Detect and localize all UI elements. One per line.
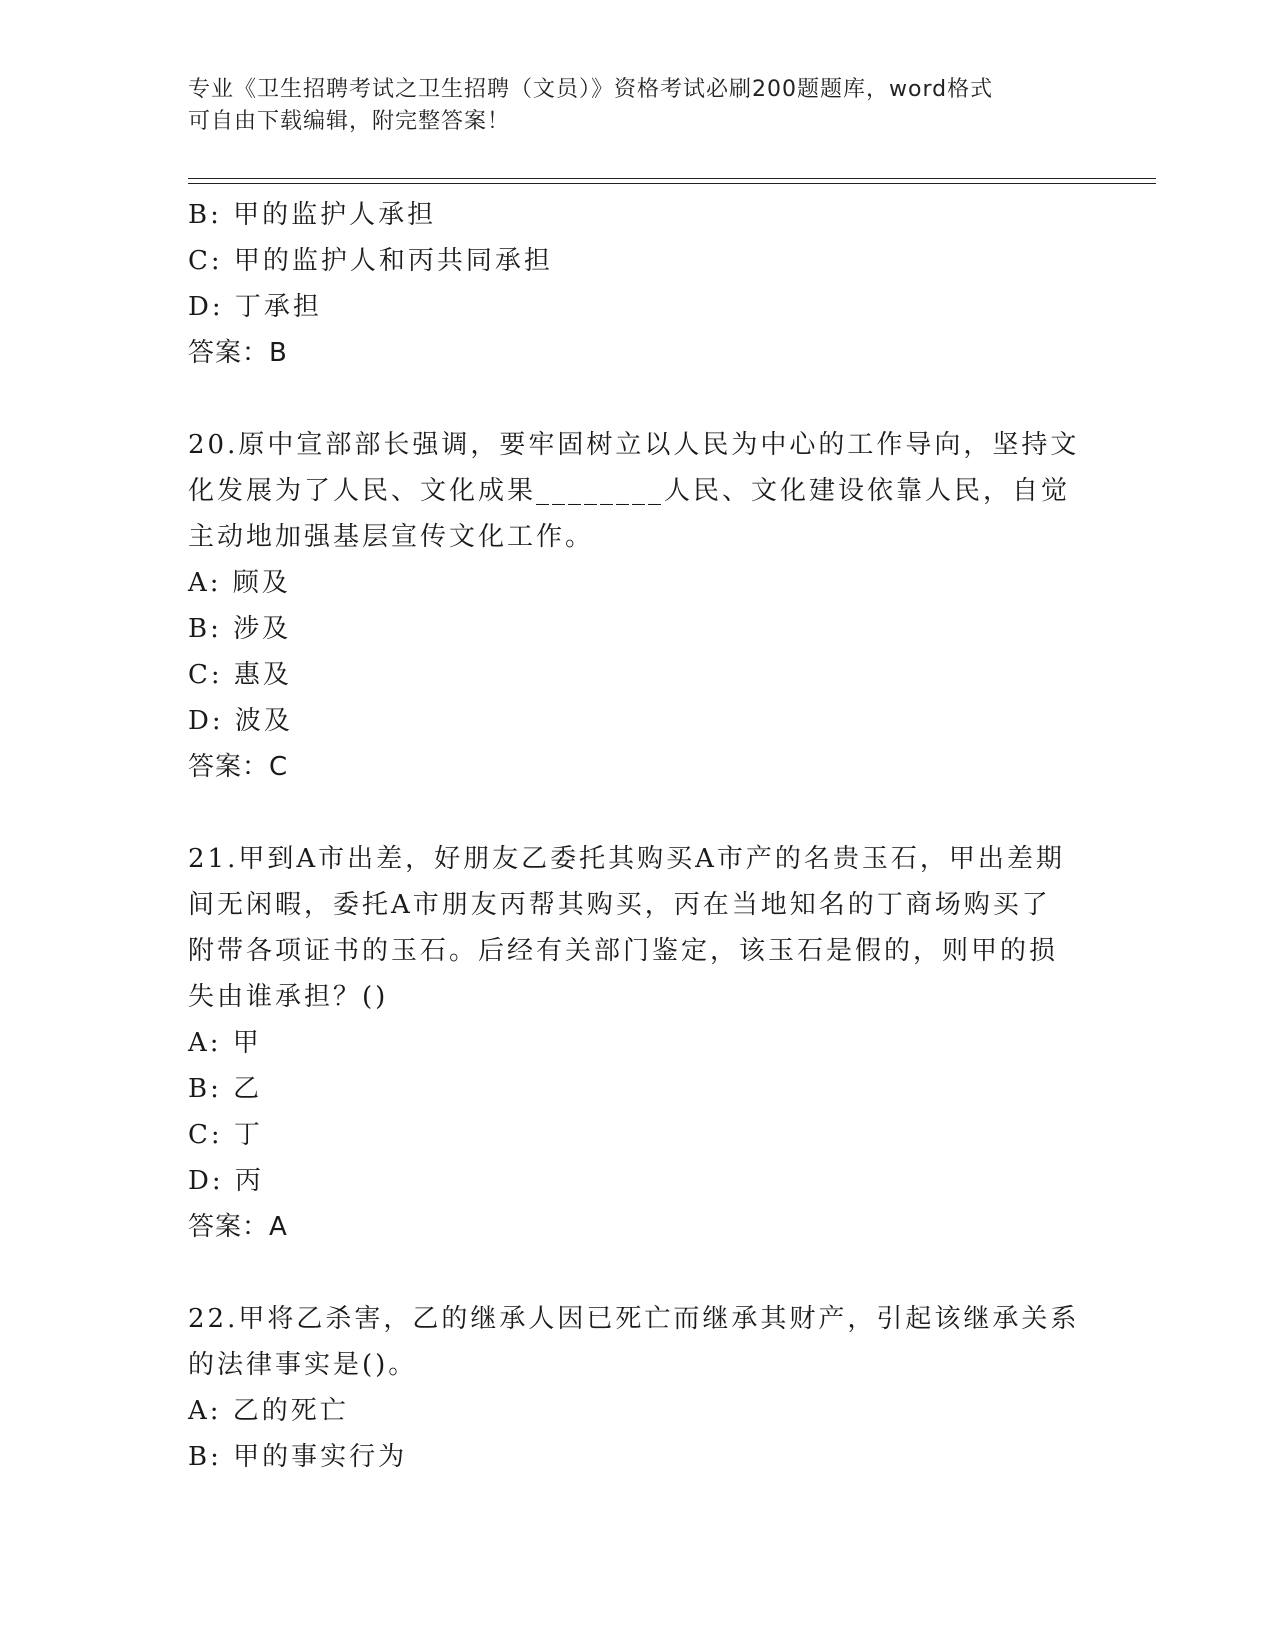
continued-question bbox=[188, 192, 1088, 376]
option-a: A: 乙的死亡 bbox=[188, 1396, 349, 1426]
question-text-line: 间无闲暇，委托A市朋友丙帮其购买，丙在当地知名的丁商场购买了 bbox=[188, 890, 1051, 920]
document-body bbox=[188, 192, 1088, 1480]
question-text bbox=[188, 836, 1088, 1020]
option-c: C: 惠及 bbox=[188, 660, 292, 690]
answer-line: 答案：A bbox=[188, 1212, 288, 1242]
question-21 bbox=[188, 836, 1088, 1250]
header-line-1: 专业《卫生招聘考试之卫生招聘（文员）》资格考试必刷200题题库，word格式 bbox=[188, 77, 994, 102]
question-text-line: 失由谁承担？() bbox=[188, 982, 389, 1012]
option-c: C: 甲的监护人和丙共同承担 bbox=[188, 246, 553, 276]
question-text bbox=[188, 1296, 1088, 1388]
question-20 bbox=[188, 422, 1088, 790]
option-b: B: 甲的监护人承担 bbox=[188, 200, 437, 230]
option-a: A: 甲 bbox=[188, 1028, 262, 1058]
question-text-line: 的法律事实是()。 bbox=[188, 1350, 418, 1380]
header-divider-bottom bbox=[188, 183, 1156, 184]
question-22 bbox=[188, 1296, 1088, 1480]
option-d: D: 波及 bbox=[188, 706, 293, 736]
header-divider-top bbox=[188, 178, 1156, 179]
question-text-line: 21.甲到A市出差，好朋友乙委托其购买A市产的名贵玉石，甲出差期 bbox=[188, 844, 1065, 874]
question-text-line: 主动地加强基层宣传文化工作。 bbox=[188, 522, 595, 552]
option-a: A: 顾及 bbox=[188, 568, 291, 598]
option-d: D: 丁承担 bbox=[188, 292, 322, 322]
option-b: B: 乙 bbox=[188, 1074, 263, 1104]
question-text-line: 化发展为了人民、文化成果________人民、文化建设依靠人民，自觉 bbox=[188, 476, 1071, 506]
header-line-2: 可自由下载编辑，附完整答案！ bbox=[188, 109, 511, 134]
question-text-line: 附带各项证书的玉石。后经有关部门鉴定，该玉石是假的，则甲的损 bbox=[188, 936, 1059, 966]
option-b: B: 涉及 bbox=[188, 614, 292, 644]
question-text-line: 20.原中宣部部长强调，要牢固树立以人民为中心的工作导向，坚持文 bbox=[188, 430, 1080, 460]
answer-line: 答案：C bbox=[188, 752, 289, 782]
question-text-line: 22.甲将乙杀害，乙的继承人因已死亡而继承其财产，引起该继承关系 bbox=[188, 1304, 1080, 1334]
question-text bbox=[188, 422, 1088, 560]
option-c: C: 丁 bbox=[188, 1120, 263, 1150]
option-d: D: 丙 bbox=[188, 1166, 264, 1196]
document-header bbox=[188, 74, 1068, 138]
answer-line: 答案：B bbox=[188, 338, 288, 368]
option-b: B: 甲的事实行为 bbox=[188, 1442, 408, 1472]
